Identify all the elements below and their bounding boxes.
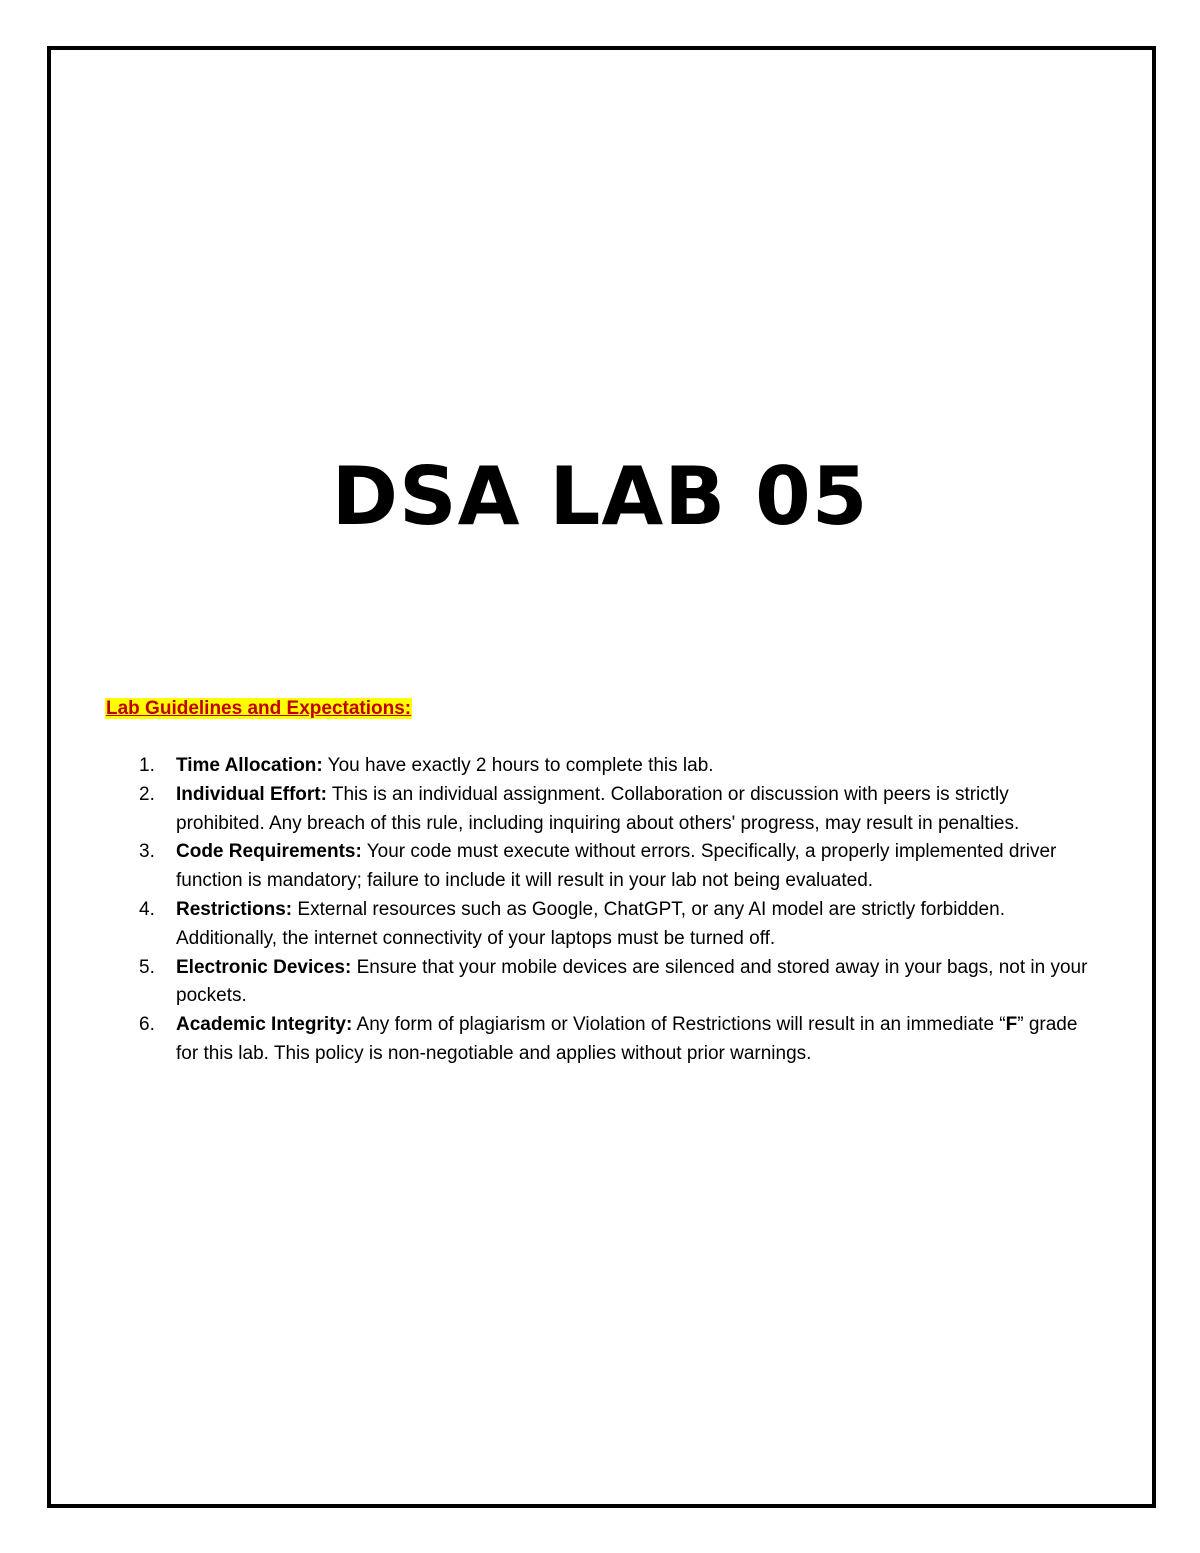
guideline-text: Any form of plagiarism or Violation of Restrictions will result in an immediate “ (352, 1014, 1006, 1036)
guideline-number: 5. (139, 956, 155, 978)
guideline-number: 4. (139, 898, 155, 920)
guideline-item (139, 954, 1096, 1012)
grade-emphasis: F (1005, 1014, 1018, 1036)
guideline-label: Individual Effort: (176, 783, 327, 805)
guidelines-list (139, 752, 1096, 1069)
guideline-text-continued: ” grade for this lab. This policy is non-negotiable and applies without prior warnings. (176, 1014, 1078, 1064)
document-title: DSA LAB 05 (331, 450, 869, 543)
guideline-label: Academic Integrity: (176, 1014, 353, 1036)
guideline-label: Electronic Devices: (176, 956, 352, 978)
guideline-number: 1. (139, 755, 155, 776)
guideline-text: You have exactly 2 hours to complete this lab. (322, 755, 714, 776)
guideline-item (139, 752, 1096, 781)
guideline-label: Restrictions: (176, 898, 293, 920)
guideline-text: Your code must execute without errors. Specifically, a properly implemented driver function is mandatory; failure to include it will result in your lab not being evaluated. (176, 841, 1057, 892)
guideline-text: External resources such as Google, ChatGPT, or any AI model are strictly forbidden. Additionally, the internet connectivity of your laptops must be turned off. (176, 898, 1005, 949)
guideline-item (139, 896, 1096, 954)
guideline-text: Ensure that your mobile devices are silenced and stored away in your bags, not in your pockets. (176, 956, 1088, 1007)
guideline-number: 6. (139, 1014, 155, 1036)
guideline-label: Time Allocation: (176, 755, 323, 776)
guidelines-heading-text: Lab Guidelines and Expectations: (106, 698, 412, 719)
guidelines-heading (105, 697, 412, 721)
guideline-number: 3. (139, 841, 155, 863)
guideline-text: This is an individual assignment. Collaboration or discussion with peers is strictly prohibited. Any breach of this rule, including inquiring about others' progress, may result in penalties. (176, 783, 1020, 834)
guideline-item (139, 838, 1096, 896)
guideline-item (139, 781, 1096, 839)
guideline-label: Code Requirements: (176, 841, 362, 863)
guideline-number: 2. (139, 783, 155, 805)
guideline-item (139, 1011, 1096, 1069)
